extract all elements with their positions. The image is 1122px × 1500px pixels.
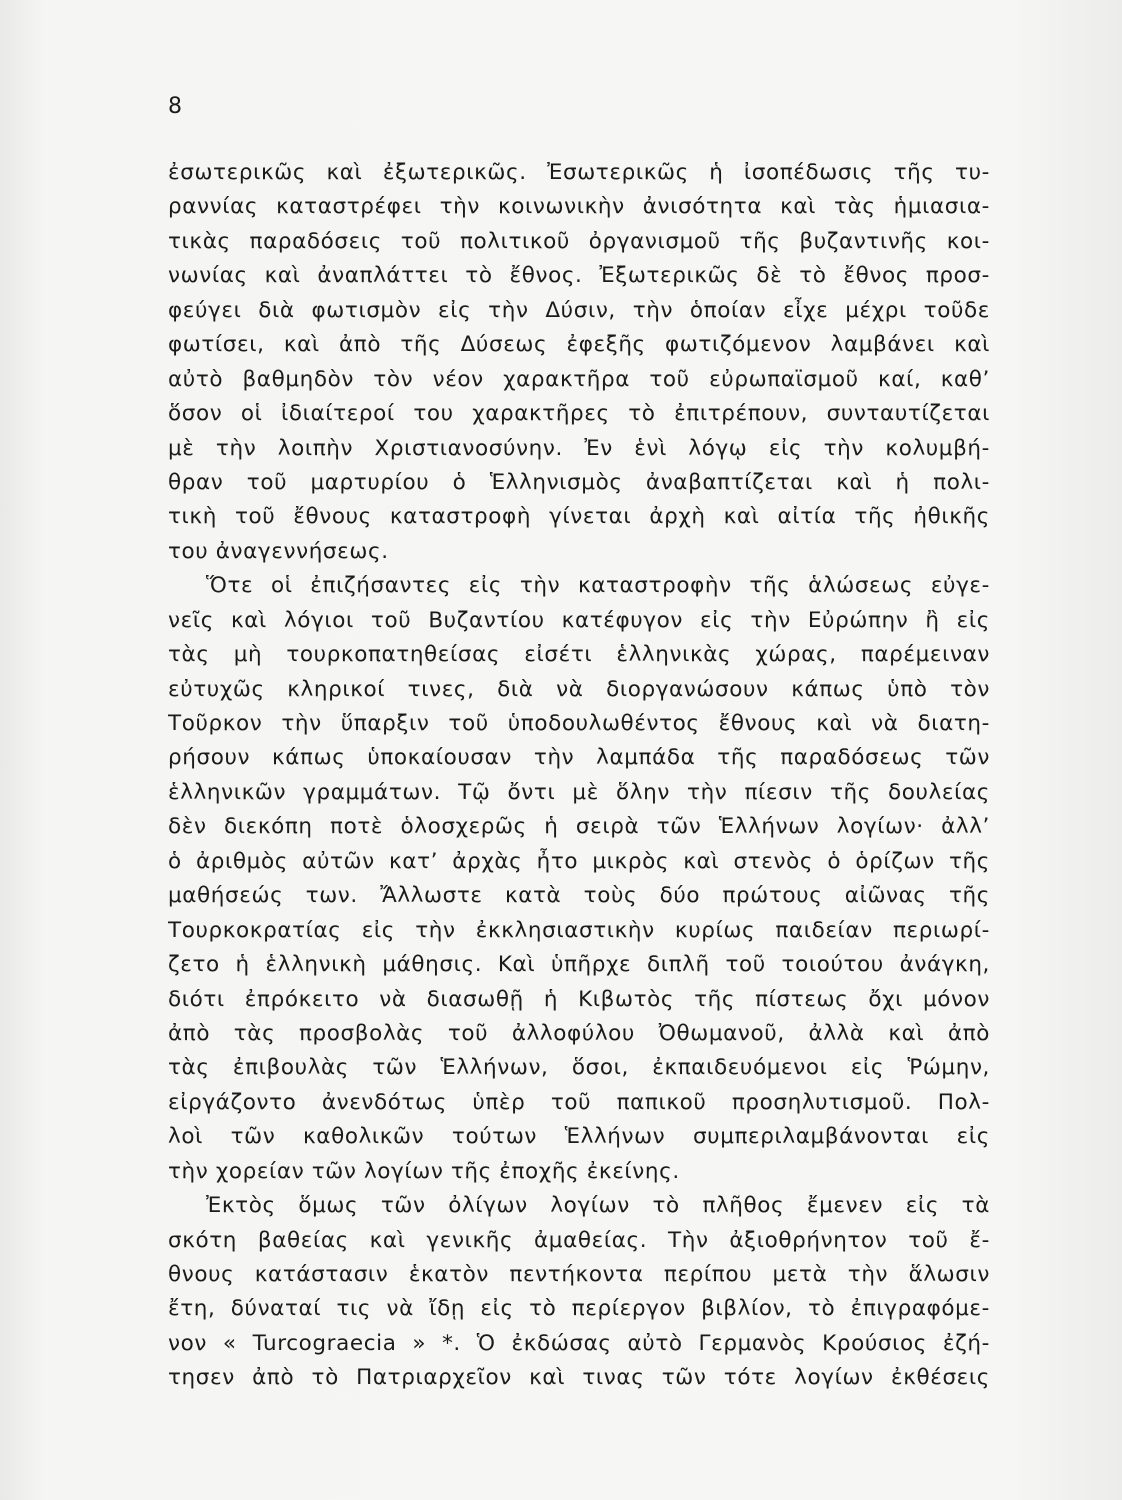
text-line: ὁ ἀριθμὸς αὐτῶν κατ’ ἀρχὰς ἦτο μικρὸς καὶ στενὸς ὁ ὁρίζων τῆς — [168, 848, 990, 874]
page-number: 8 — [168, 94, 183, 119]
paragraph-start-line: Ἐκτὸς ὅμως τῶν ὀλίγων λογίων τὸ πλῆθος ἔμενεν εἰς τὰ — [206, 1193, 990, 1219]
text-line: εὐτυχῶς κληρικοί τινες, διὰ νὰ διοργανώσουν κάπως ὑπὸ τὸν — [168, 676, 990, 702]
text-line: τικὴ τοῦ ἔθνους καταστροφὴ γίνεται ἀρχὴ καὶ αἰτία τῆς ἠθικῆς — [168, 504, 990, 530]
text-line: νεῖς καὶ λόγιοι τοῦ Βυζαντίου κατέφυγον εἰς τὴν Εὐρώπην ἢ εἰς — [168, 607, 990, 633]
text-line: λοὶ τῶν καθολικῶν τούτων Ἑλλήνων συμπεριλαμβάνονται εἰς — [168, 1124, 990, 1150]
text-line: εἰργάζοντο ἀνενδότως ὑπὲρ τοῦ παπικοῦ προσηλυτισμοῦ. Πολ- — [168, 1089, 990, 1115]
text-line: αὐτὸ βαθμηδὸν τὸν νέον χαρακτῆρα τοῦ εὐρωπαϊσμοῦ καί, καθ’ — [168, 366, 990, 392]
text-line: νωνίας καὶ ἀναπλάττει τὸ ἔθνος. Ἐξωτερικῶς δὲ τὸ ἔθνος προσ- — [168, 263, 990, 289]
text-line: νον « Turcograecia » *. Ὁ ἐκδώσας αὐτὸ Γερμανὸς Κρούσιος ἐζή- — [168, 1330, 990, 1356]
text-line: Τουρκοκρατίας εἰς τὴν ἐκκλησιαστικὴν κυρίως παιδείαν περιωρί- — [168, 917, 990, 943]
text-line: θνους κατάστασιν ἑκατὸν πεντήκοντα περίπου μετὰ τὴν ἅλωσιν — [168, 1262, 990, 1287]
text-line: φεύγει διὰ φωτισμὸν εἰς τὴν Δύσιν, τὴν ὁποίαν εἶχε μέχρι τοῦδε — [168, 297, 990, 323]
text-line: ὅσον οἱ ἰδιαίτεροί του χαρακτῆρες τὸ ἐπιτρέπουν, συνταυτίζεται — [168, 401, 990, 427]
text-line: τησεν ἀπὸ τὸ Πατριαρχεῖον καὶ τινας τῶν τότε λογίων ἐκθέσεις — [168, 1365, 990, 1391]
text-line: Τοῦρκον τὴν ὕπαρξιν τοῦ ὑποδουλωθέντος ἔθνους καὶ νὰ διατη- — [168, 711, 990, 736]
text-line: φωτίσει, καὶ ἀπὸ τῆς Δύσεως ἐφεξῆς φωτιζόμενον λαμβάνει καὶ — [168, 332, 990, 358]
text-line: ἔτη, δύναταί τις νὰ ἴδῃ εἰς τὸ περίεργον βιβλίον, τὸ ἐπιγραφόμε- — [168, 1296, 990, 1322]
text-line: του ἀναγεννήσεως. — [168, 538, 389, 564]
text-line: ἐσωτερικῶς καὶ ἐξωτερικῶς. Ἐσωτερικῶς ἡ ἰσοπέδωσις τῆς τυ- — [168, 160, 990, 185]
text-line: μαθήσεώς των. Ἄλλωστε κατὰ τοὺς δύο πρώτους αἰῶνας τῆς — [168, 883, 990, 909]
text-line: ἑλληνικῶν γραμμάτων. Τῷ ὄντι μὲ ὅλην τὴν πίεσιν τῆς δουλείας — [168, 779, 990, 805]
text-line: ζετο ἡ ἑλληνικὴ μάθησις. Καὶ ὑπῆρχε διπλῆ τοῦ τοιούτου ἀνάγκη, — [168, 952, 990, 978]
text-line: δὲν διεκόπη ποτὲ ὁλοσχερῶς ἡ σειρὰ τῶν Ἑλλήνων λογίων· ἀλλ’ — [168, 814, 990, 840]
text-line: ρήσουν κάπως ὑποκαίουσαν τὴν λαμπάδα τῆς παραδόσεως τῶν — [168, 745, 990, 771]
body-text — [168, 156, 990, 1396]
text-line: τὰς ἐπιβουλὰς τῶν Ἑλλήνων, ὅσοι, ἐκπαιδευόμενοι εἰς Ῥώμην, — [168, 1055, 990, 1081]
paragraph-start-line: Ὅτε οἱ ἐπιζήσαντες εἰς τὴν καταστροφὴν τῆς ἁλώσεως εὐγε- — [206, 573, 990, 599]
text-line: ραννίας καταστρέφει τὴν κοινωνικὴν ἀνισότητα καὶ τὰς ἡμιασια- — [168, 194, 990, 220]
text-line: σκότη βαθείας καὶ γενικῆς ἀμαθείας. Τὴν ἀξιοθρήνητον τοῦ ἔ- — [168, 1227, 990, 1253]
text-line: τικὰς παραδόσεις τοῦ πολιτικοῦ ὀργανισμοῦ τῆς βυζαντινῆς κοι- — [168, 228, 990, 254]
text-line: ἀπὸ τὰς προσβολὰς τοῦ ἀλλοφύλου Ὀθωμανοῦ, ἀλλὰ καὶ ἀπὸ — [168, 1020, 990, 1046]
text-line: μὲ τὴν λοιπὴν Χριστιανοσύνην. Ἐν ἑνὶ λόγῳ εἰς τὴν κολυμβή- — [168, 435, 990, 461]
text-line: διότι ἐπρόκειτο νὰ διασωθῇ ἡ Κιβωτὸς τῆς πίστεως ὄχι μόνον — [168, 986, 990, 1012]
text-line: τὴν χορείαν τῶν λογίων τῆς ἐποχῆς ἐκείνης. — [168, 1158, 680, 1184]
text-line: τὰς μὴ τουρκοπατηθείσας εἰσέτι ἑλληνικὰς χώρας, παρέμειναν — [168, 642, 990, 668]
text-line: θραν τοῦ μαρτυρίου ὁ Ἑλληνισμὸς ἀναβαπτίζεται καὶ ἡ πολι- — [168, 469, 990, 495]
